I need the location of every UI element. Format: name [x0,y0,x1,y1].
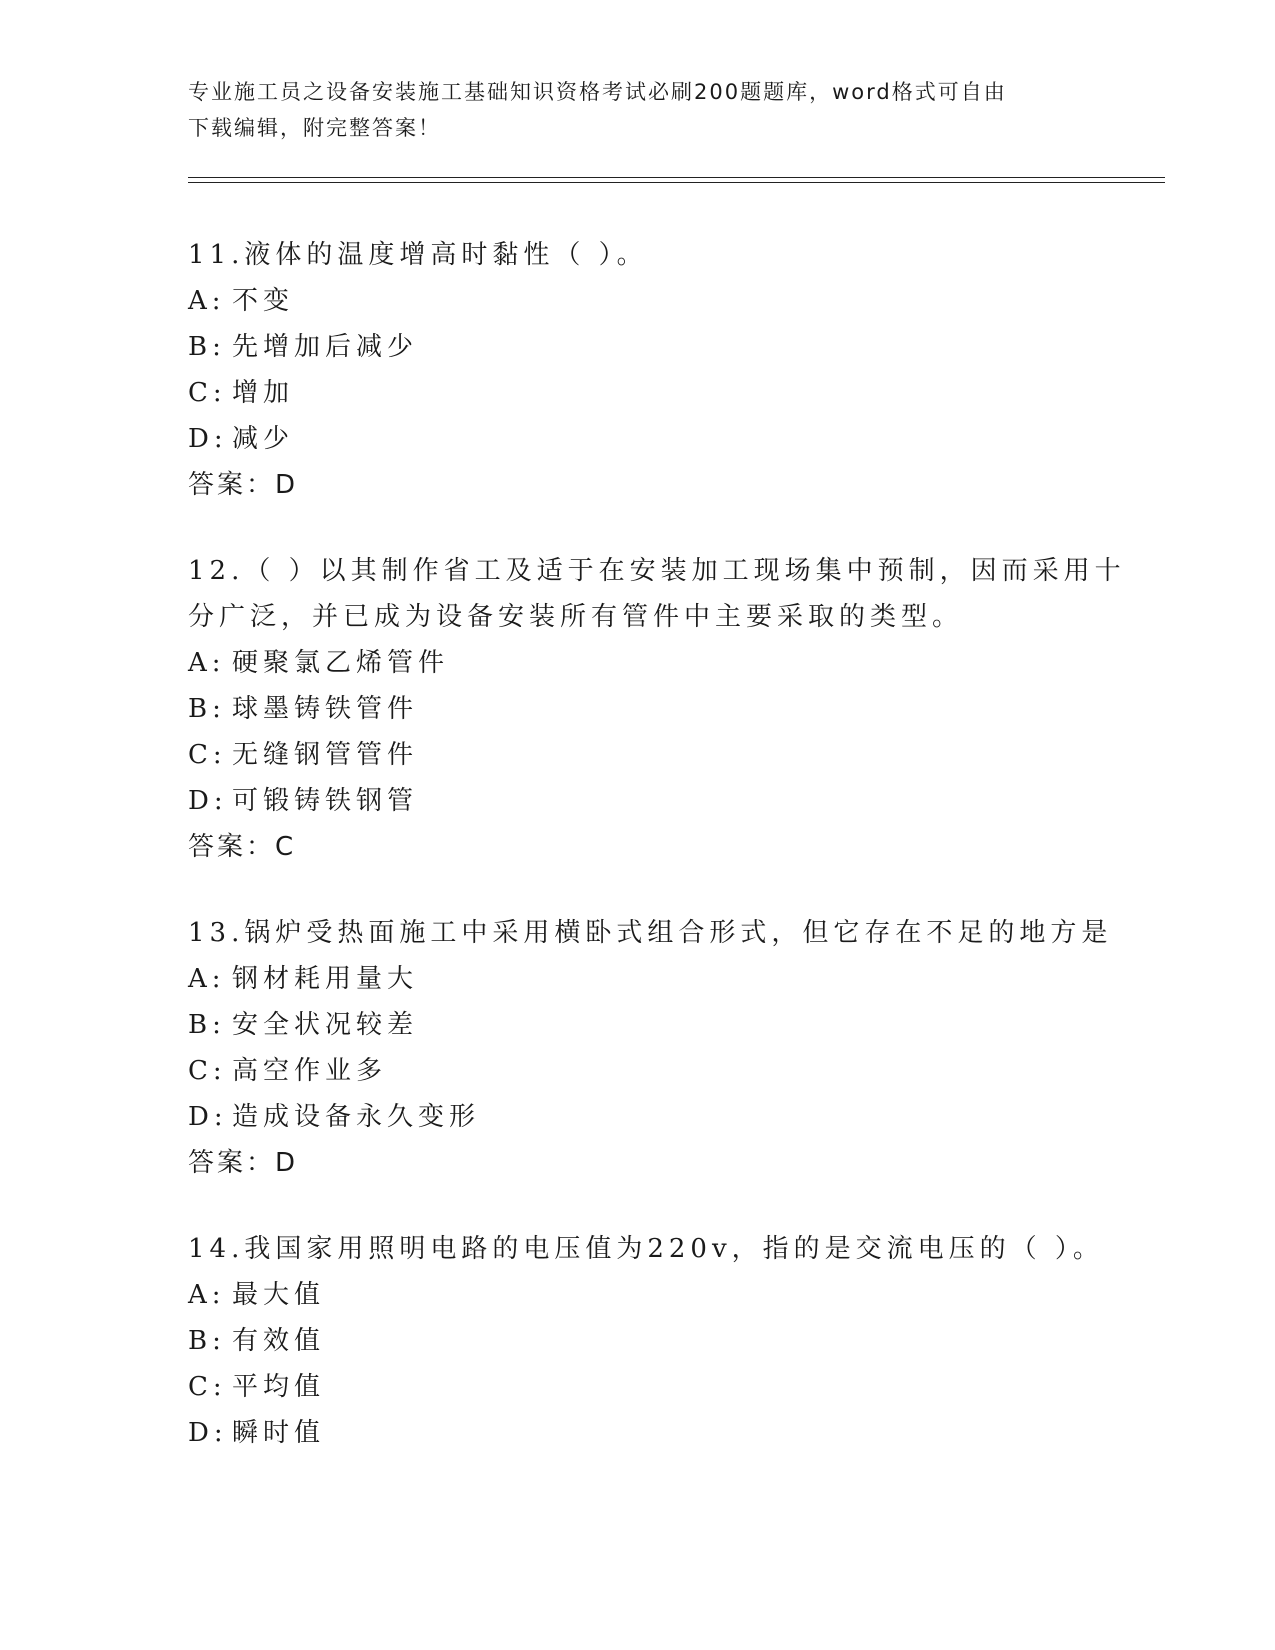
header-line-1: 专业施工员之设备安装施工基础知识资格考试必刷200题题库，word格式可自由 [188,80,1007,104]
option-text: 可锻铸铁钢管 [232,786,419,816]
option-letter: D: [188,1102,228,1132]
option-row [188,956,1088,1002]
option-row [188,278,1088,324]
option-letter: A: [188,648,226,678]
question-block [188,548,1126,870]
question-block [188,910,1113,1186]
option-text: 最大值 [232,1280,326,1310]
option-letter: B: [188,694,226,724]
option-row [188,640,1088,686]
header-divider-bottom [188,182,1165,183]
option-row [188,1002,1088,1048]
option-text: 高空作业多 [232,1056,388,1086]
option-letter: B: [188,332,226,362]
option-text: 平均值 [232,1372,326,1402]
option-text: 球墨铸铁管件 [232,694,419,724]
option-letter: C: [188,1372,227,1402]
option-row [188,1094,1088,1140]
option-letter: C: [188,1056,227,1086]
option-row [188,732,1088,778]
option-letter: D: [188,1418,228,1448]
question-stem: 13.锅炉受热面施工中采用横卧式组合形式，但它存在不足的地方是 [188,918,1113,948]
option-letter: A: [188,286,226,316]
answer-line: 答案：D [188,1148,299,1178]
option-row [188,370,1088,416]
document-header [188,74,1068,146]
option-row [188,1272,1088,1318]
option-text: 不变 [232,286,295,316]
option-text: 硬聚氯乙烯管件 [232,648,450,678]
option-row [188,778,1088,824]
option-letter: C: [188,740,227,770]
option-row [188,1364,1088,1410]
option-row [188,1410,1088,1456]
option-letter: A: [188,964,226,994]
option-text: 造成设备永久变形 [232,1102,481,1132]
option-letter: C: [188,378,227,408]
option-text: 钢材耗用量大 [232,964,419,994]
question-stem: 14.我国家用照明电路的电压值为220v，指的是交流电压的（ ）。 [188,1234,1104,1264]
option-text: 先增加后减少 [232,332,419,362]
question-stem: 分广泛，并已成为设备安装所有管件中主要采取的类型。 [188,602,964,632]
header-line-2: 下载编辑，附完整答案！ [188,116,441,140]
option-row [188,686,1088,732]
answer-line: 答案：C [188,832,297,862]
option-row [188,1318,1088,1364]
option-letter: B: [188,1010,226,1040]
question-block [188,1226,1104,1456]
option-text: 有效值 [232,1326,326,1356]
question-stem: 12.（ ）以其制作省工及适于在安装加工现场集中预制，因而采用十 [188,556,1126,586]
option-letter: B: [188,1326,226,1356]
option-row [188,416,1088,462]
option-letter: A: [188,1280,226,1310]
option-row [188,324,1088,370]
question-block [188,232,1088,508]
option-letter: D: [188,424,228,454]
option-letter: D: [188,786,228,816]
question-stem: 11.液体的温度增高时黏性（ ）。 [188,240,648,270]
option-text: 增加 [232,378,295,408]
question-list [188,232,1126,1496]
option-row [188,1048,1088,1094]
option-text: 无缝钢管管件 [232,740,419,770]
option-text: 安全状况较差 [232,1010,419,1040]
header-divider-top [188,177,1165,178]
option-text: 减少 [232,424,295,454]
option-text: 瞬时值 [232,1418,326,1448]
answer-line: 答案：D [188,470,299,500]
